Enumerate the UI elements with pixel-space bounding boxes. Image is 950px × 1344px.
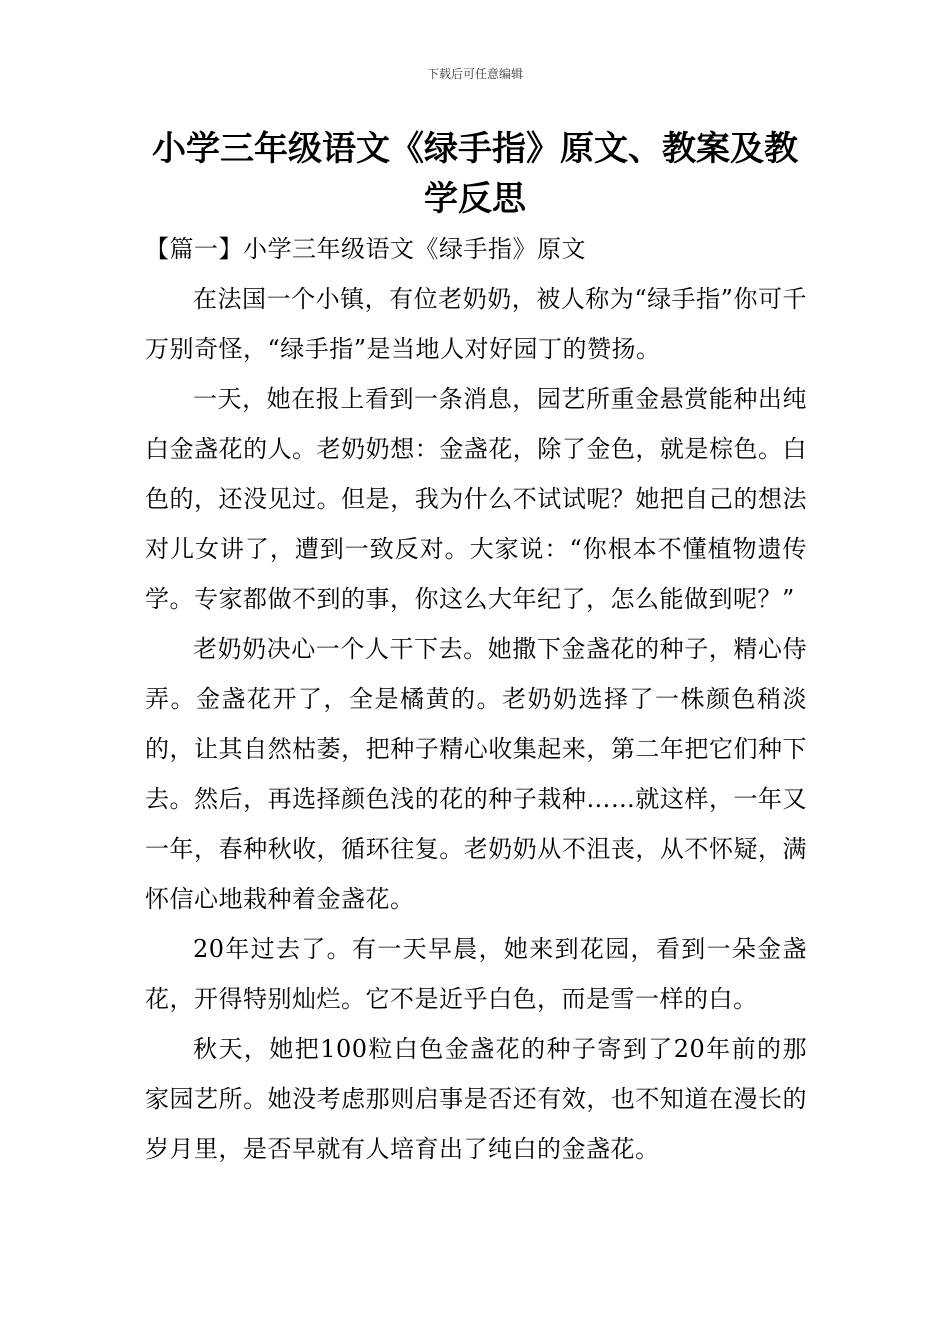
paragraph-3: 老奶奶决心一个人干下去。她撒下金盏花的种子，精心侍弄。金盏花开了，全是橘黄的。老奶奶选择了一株颜色稍淡的，让其自然枯萎，把种子精心收集起来，第二年把它们种下去。然后，再选择颜色浅的花的种子栽种……就这样，一年又一年，春种秋收，循环往复。老奶奶从不沮丧，从不怀疑，满怀信心地栽种着金盏花。 — [145, 635, 807, 913]
document-body — [145, 224, 807, 1174]
paragraph-1: 在法国一个小镇，有位老奶奶，被人称为“绿手指”你可千万别奇怪，“绿手指”是当地人对好园丁的赞扬。 — [145, 285, 807, 363]
document-title: 小学三年级语文《绿手指》原文、教案及教学反思 — [152, 129, 798, 219]
header-note: 下载后可任意编辑 — [426, 67, 523, 81]
paragraph-2: 一天，她在报上看到一条消息，园艺所重金悬赏能种出纯白金盏花的人。老奶奶想：金盏花，除了金色，就是棕色。白色的，还没见过。但是，我为什么不试试呢？她把自己的想法对儿女讲了，遭到一致反对。大家说：“你根本不懂植物遗传学。专家都做不到的事，你这么大年纪了，怎么能做到呢？” — [145, 385, 807, 613]
paragraph-5: 秋天，她把100粒白色金盏花的种子寄到了20年前的那家园艺所。她没考虑那则启事是否还有效，也不知道在漫长的岁月里，是否早就有人培育出了纯白的金盏花。 — [145, 1035, 807, 1163]
section-heading: 【篇一】小学三年级语文《绿手指》原文 — [145, 235, 586, 263]
paragraph-4: 20年过去了。有一天早晨，她来到花园，看到一朵金盏花，开得特别灿烂。它不是近乎白色，而是雪一样的白。 — [145, 935, 807, 1013]
